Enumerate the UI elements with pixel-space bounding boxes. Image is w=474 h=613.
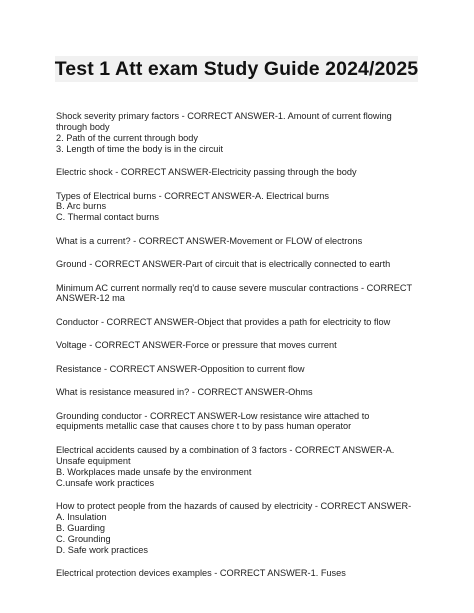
qa-entry-question-line: Minimum AC current normally req'd to cause severe muscular contractions - CORRECT (56, 282, 413, 293)
qa-entry-answer-line: C. Grounding (56, 533, 111, 544)
qa-entry-question-line: How to protect people from the hazards of caused by electricity - CORRECT ANSWER- (56, 500, 412, 511)
qa-entry (56, 501, 428, 556)
qa-entry (56, 364, 428, 375)
qa-entry-answer-line: B. Arc burns (56, 201, 107, 212)
study-guide-content (56, 111, 428, 591)
qa-entry-answer-line: C.unsafe work practices (56, 477, 155, 488)
qa-entry (56, 236, 428, 247)
qa-entry (56, 167, 428, 178)
qa-entry-answer-line: 3. Length of time the body is in the circuit (56, 143, 223, 154)
qa-entry (56, 191, 428, 224)
qa-entry-answer-line: A. Insulation (56, 511, 107, 522)
qa-entry-question-line: Shock severity primary factors - CORRECT ANSWER-1. Amount of current flowing (56, 111, 392, 121)
qa-entry-question-line: What is resistance measured in? - CORRECT ANSWER-Ohms (56, 387, 313, 398)
qa-entry-answer-line: D. Safe work practices (56, 544, 148, 555)
qa-entry (56, 340, 428, 351)
qa-entry-question-line: Types of Electrical burns - CORRECT ANSWER-A. Electrical burns (56, 190, 329, 201)
qa-entry-answer-line: B. Workplaces made unsafe by the environment (56, 466, 252, 477)
qa-entry-answer-line: 2. Path of the current through body (56, 132, 198, 143)
qa-entry-answer-line: Unsafe equipment (56, 455, 131, 466)
qa-entry (56, 568, 428, 579)
qa-entry-question-line: Voltage - CORRECT ANSWER-Force or pressure that moves current (56, 340, 337, 351)
qa-entry-answer-line: B. Guarding (56, 522, 106, 533)
qa-entry (56, 111, 428, 155)
page-title: Test 1 Att exam Study Guide 2024/2025 (54, 57, 419, 80)
qa-entry-answer-line: ANSWER-12 ma (56, 293, 125, 304)
qa-entry-question-line: Electrical accidents caused by a combination of 3 factors - CORRECT ANSWER-A. (56, 444, 395, 455)
qa-entry-question-line: Grounding conductor - CORRECT ANSWER-Low resistance wire attached to (56, 410, 370, 421)
qa-entry-answer-line: through body (56, 121, 110, 132)
qa-entry-question-line: Conductor - CORRECT ANSWER-Object that provides a path for electricity to flow (56, 316, 391, 327)
qa-entry (56, 387, 428, 398)
qa-entry-question-line: Electric shock - CORRECT ANSWER-Electricity passing through the body (56, 167, 357, 178)
qa-entry-question-line: Ground - CORRECT ANSWER-Part of circuit that is electrically connected to earth (56, 259, 391, 270)
qa-entry-question-line: Electrical protection devices examples - CORRECT ANSWER-1. Fuses (56, 567, 346, 578)
qa-entry (56, 317, 428, 328)
qa-entry (56, 259, 428, 270)
qa-entry (56, 283, 428, 305)
qa-entry-question-line: What is a current? - CORRECT ANSWER-Movement or FLOW of electrons (56, 235, 363, 246)
qa-entry-question-line: Resistance - CORRECT ANSWER-Opposition to current flow (56, 363, 305, 374)
title-banner (55, 56, 418, 82)
qa-entry-answer-line: equipments metallic case that causes chore t to by pass human operator (56, 421, 352, 432)
qa-entry (56, 445, 428, 489)
qa-entry (56, 411, 428, 433)
qa-entry-answer-line: C. Thermal contact burns (56, 212, 159, 223)
